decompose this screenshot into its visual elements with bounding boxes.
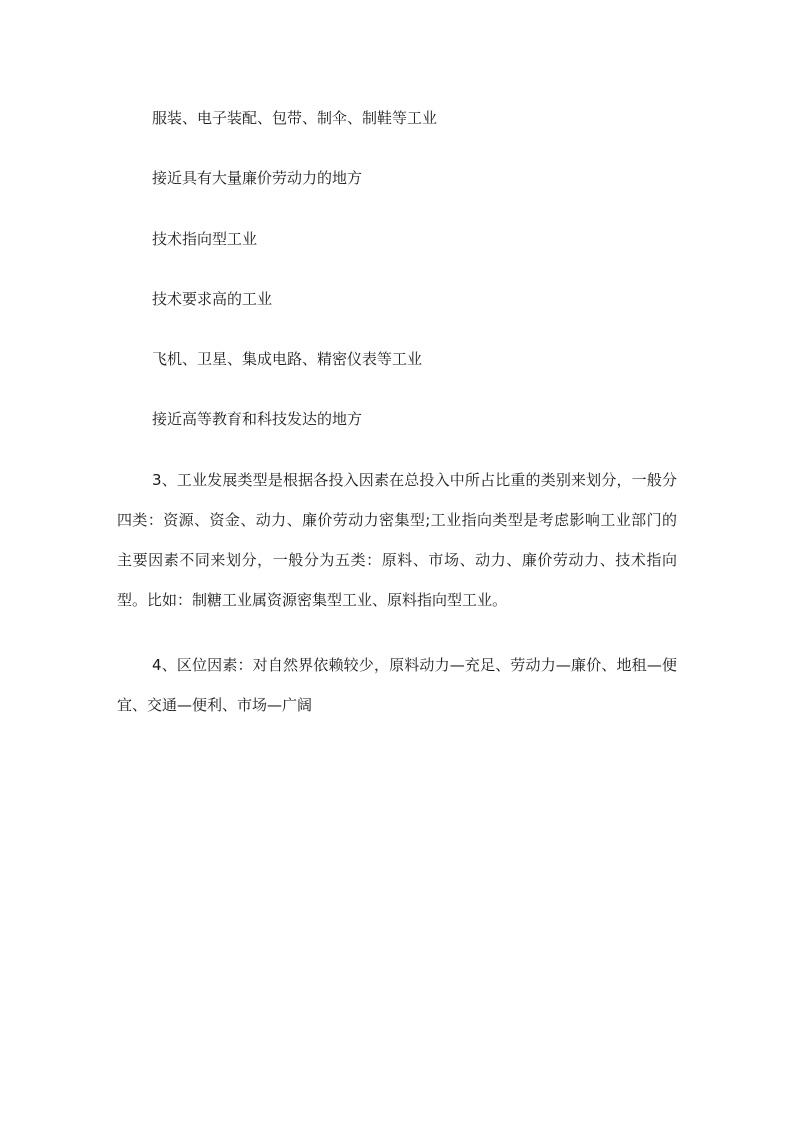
text-line-5: 飞机、卫星、集成电路、精密仪表等工业 [152,350,423,368]
text-line-6: 接近高等教育和科技发达的地方 [152,410,363,428]
paragraph-industry-types: 3、工业发展类型是根据各投入因素在总投入中所占比重的类别来划分，一般分四类：资源、资金、动力、廉价劳动力密集型;工业指向类型是考虑影响工业部门的主要因素不同来划分，一般分为五类：原料、市场、动力、廉价劳动力、技术指向型。比如：制糖工业属资源密集型工业、原料指向型工业。 [117,471,677,609]
text-line-2: 接近具有大量廉价劳动力的地方 [152,169,363,187]
text-line-3: 技术指向型工业 [152,230,258,248]
text-line-4: 技术要求高的工业 [152,290,273,308]
paragraph-location-factors: 4、区位因素：对自然界依赖较少，原料动力—充足、劳动力—廉价、地租—便宜、交通—便利、市场—广阔 [117,656,677,714]
text-line-1: 服装、电子装配、包带、制伞、制鞋等工业 [152,109,438,127]
